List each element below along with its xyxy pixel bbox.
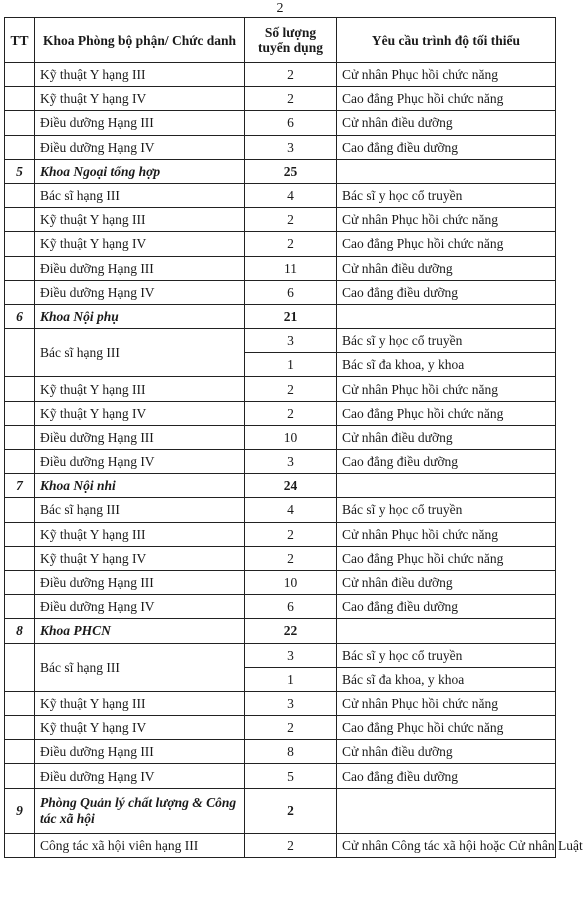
row-position: Bác sĩ hạng III (35, 329, 245, 377)
row-tt (5, 716, 35, 740)
row-tt (5, 256, 35, 280)
table-row (5, 570, 556, 594)
row-requirement: Cử nhân Phục hồi chức năng (337, 522, 556, 546)
row-position: Bác sĩ hạng III (35, 498, 245, 522)
row-position: Kỹ thuật Y hạng IV (35, 401, 245, 425)
row-tt (5, 425, 35, 449)
row-count: 2 (245, 833, 337, 857)
row-count: 2 (245, 208, 337, 232)
table-row (5, 595, 556, 619)
row-count: 2 (245, 522, 337, 546)
row-requirement: Cao đẳng điều dưỡng (337, 280, 556, 304)
department-total: 2 (245, 788, 337, 833)
row-count: 6 (245, 595, 337, 619)
row-requirement: Cử nhân điều dưỡng (337, 740, 556, 764)
table-row (5, 87, 556, 111)
row-count: 2 (245, 401, 337, 425)
row-requirement: Bác sĩ đa khoa, y khoa (337, 667, 556, 691)
row-requirement: Cử nhân điều dưỡng (337, 425, 556, 449)
row-tt (5, 570, 35, 594)
row-count: 10 (245, 570, 337, 594)
row-tt (5, 522, 35, 546)
table-row (5, 546, 556, 570)
row-tt (5, 498, 35, 522)
row-requirement: Cao đẳng điều dưỡng (337, 595, 556, 619)
row-tt (5, 377, 35, 401)
row-position: Điều dưỡng Hạng III (35, 256, 245, 280)
table-row (5, 522, 556, 546)
row-requirement: Bác sĩ y học cổ truyền (337, 643, 556, 667)
row-count: 2 (245, 546, 337, 570)
table-row (5, 450, 556, 474)
row-tt (5, 740, 35, 764)
row-position: Kỹ thuật Y hạng IV (35, 232, 245, 256)
department-total: 24 (245, 474, 337, 498)
row-position: Công tác xã hội viên hạng III (35, 833, 245, 857)
table-row (5, 183, 556, 207)
row-requirement: Bác sĩ y học cổ truyền (337, 329, 556, 353)
row-count: 2 (245, 377, 337, 401)
row-requirement: Cử nhân điều dưỡng (337, 570, 556, 594)
row-requirement: Cao đẳng Phục hồi chức năng (337, 546, 556, 570)
department-row (5, 788, 556, 833)
table-row (5, 63, 556, 87)
row-tt: 8 (5, 619, 35, 643)
row-count: 3 (245, 329, 337, 353)
row-position: Bác sĩ hạng III (35, 183, 245, 207)
table-row (5, 643, 556, 667)
row-requirement: Cao đẳng điều dưỡng (337, 450, 556, 474)
row-count: 2 (245, 63, 337, 87)
row-position: Điều dưỡng Hạng IV (35, 450, 245, 474)
table-row (5, 135, 556, 159)
row-requirement: Cao đẳng điều dưỡng (337, 764, 556, 788)
table-row (5, 498, 556, 522)
department-name: Khoa Nội phụ (35, 304, 245, 328)
row-requirement (337, 304, 556, 328)
row-requirement (337, 474, 556, 498)
table-row (5, 401, 556, 425)
table-row (5, 425, 556, 449)
row-tt (5, 691, 35, 715)
row-requirement: Cử nhân Phục hồi chức năng (337, 63, 556, 87)
department-row (5, 474, 556, 498)
row-count: 2 (245, 232, 337, 256)
row-position: Kỹ thuật Y hạng III (35, 208, 245, 232)
row-tt (5, 183, 35, 207)
header-count: Số lượng tuyển dụng (245, 18, 337, 63)
row-tt: 5 (5, 159, 35, 183)
row-requirement: Cử nhân Phục hồi chức năng (337, 208, 556, 232)
row-position: Điều dưỡng Hạng III (35, 111, 245, 135)
department-row (5, 304, 556, 328)
row-tt (5, 450, 35, 474)
row-position: Điều dưỡng Hạng IV (35, 595, 245, 619)
row-tt: 9 (5, 788, 35, 833)
row-count: 11 (245, 256, 337, 280)
table-row (5, 232, 556, 256)
row-count: 5 (245, 764, 337, 788)
recruitment-table (4, 17, 583, 858)
row-count: 3 (245, 643, 337, 667)
row-requirement: Cao đẳng Phục hồi chức năng (337, 401, 556, 425)
department-total: 25 (245, 159, 337, 183)
row-requirement (337, 788, 556, 833)
row-requirement: Cao đẳng Phục hồi chức năng (337, 232, 556, 256)
row-tt (5, 833, 35, 857)
row-position: Điều dưỡng Hạng III (35, 570, 245, 594)
page-number: 2 (276, 1, 284, 16)
department-row (5, 619, 556, 643)
row-tt (5, 595, 35, 619)
department-name: Khoa PHCN (35, 619, 245, 643)
row-requirement: Cử nhân điều dưỡng (337, 111, 556, 135)
row-count: 1 (245, 667, 337, 691)
row-count: 10 (245, 425, 337, 449)
row-position: Kỹ thuật Y hạng IV (35, 87, 245, 111)
department-total: 22 (245, 619, 337, 643)
row-tt (5, 764, 35, 788)
row-tt (5, 63, 35, 87)
row-requirement (337, 619, 556, 643)
row-tt (5, 208, 35, 232)
row-position: Điều dưỡng Hạng IV (35, 135, 245, 159)
row-count: 1 (245, 353, 337, 377)
header-tt: TT (5, 18, 35, 63)
row-requirement: Bác sĩ đa khoa, y khoa (337, 353, 556, 377)
table-row (5, 691, 556, 715)
table-row (5, 740, 556, 764)
row-tt (5, 546, 35, 570)
header-department: Khoa Phòng bộ phận/ Chức danh (35, 18, 245, 63)
row-count: 2 (245, 716, 337, 740)
row-position: Kỹ thuật Y hạng III (35, 377, 245, 401)
table-row (5, 256, 556, 280)
department-total: 21 (245, 304, 337, 328)
row-requirement: Cao đẳng Phục hồi chức năng (337, 716, 556, 740)
row-tt (5, 643, 35, 691)
row-count: 3 (245, 135, 337, 159)
row-count: 8 (245, 740, 337, 764)
row-tt (5, 280, 35, 304)
row-tt (5, 232, 35, 256)
row-count: 4 (245, 498, 337, 522)
row-position: Điều dưỡng Hạng III (35, 740, 245, 764)
department-name: Phòng Quản lý chất lượng & Công tác xã hội (35, 788, 245, 833)
row-position: Kỹ thuật Y hạng III (35, 522, 245, 546)
row-requirement: Cao đẳng Phục hồi chức năng (337, 87, 556, 111)
header-requirement: Yêu cầu trình độ tối thiểu (337, 18, 556, 63)
row-requirement (337, 159, 556, 183)
row-tt (5, 135, 35, 159)
row-position: Kỹ thuật Y hạng III (35, 691, 245, 715)
row-count: 6 (245, 280, 337, 304)
department-name: Khoa Nội nhi (35, 474, 245, 498)
row-count: 3 (245, 450, 337, 474)
row-count: 6 (245, 111, 337, 135)
row-requirement: Bác sĩ y học cổ truyền (337, 183, 556, 207)
row-requirement: Cao đẳng điều dưỡng (337, 135, 556, 159)
row-requirement: Cử nhân Phục hồi chức năng (337, 377, 556, 401)
row-position: Điều dưỡng Hạng IV (35, 280, 245, 304)
row-requirement: Cử nhân điều dưỡng (337, 256, 556, 280)
row-requirement: Cử nhân Phục hồi chức năng (337, 691, 556, 715)
row-count: 2 (245, 87, 337, 111)
table-row (5, 280, 556, 304)
row-requirement: Cử nhân Công tác xã hội hoặc Cử nhân Luật (337, 833, 556, 857)
row-tt (5, 111, 35, 135)
table-row (5, 764, 556, 788)
row-tt: 6 (5, 304, 35, 328)
row-position: Điều dưỡng Hạng IV (35, 764, 245, 788)
row-position: Kỹ thuật Y hạng IV (35, 716, 245, 740)
row-position: Điều dưỡng Hạng III (35, 425, 245, 449)
table-body (5, 63, 583, 858)
row-position: Kỹ thuật Y hạng III (35, 63, 245, 87)
table-row (5, 377, 556, 401)
row-position: Bác sĩ hạng III (35, 643, 245, 691)
row-count: 3 (245, 691, 337, 715)
row-requirement: Bác sĩ y học cổ truyền (337, 498, 556, 522)
table-row (5, 208, 556, 232)
row-tt (5, 401, 35, 425)
row-position: Kỹ thuật Y hạng IV (35, 546, 245, 570)
row-tt: 7 (5, 474, 35, 498)
department-row (5, 159, 556, 183)
table-row (5, 716, 556, 740)
row-tt (5, 329, 35, 377)
table-row (5, 111, 556, 135)
table-header-row (5, 18, 556, 63)
department-name: Khoa Ngoại tổng hợp (35, 159, 245, 183)
row-tt (5, 87, 35, 111)
table-row (5, 833, 556, 857)
row-count: 4 (245, 183, 337, 207)
table-row (5, 329, 556, 353)
